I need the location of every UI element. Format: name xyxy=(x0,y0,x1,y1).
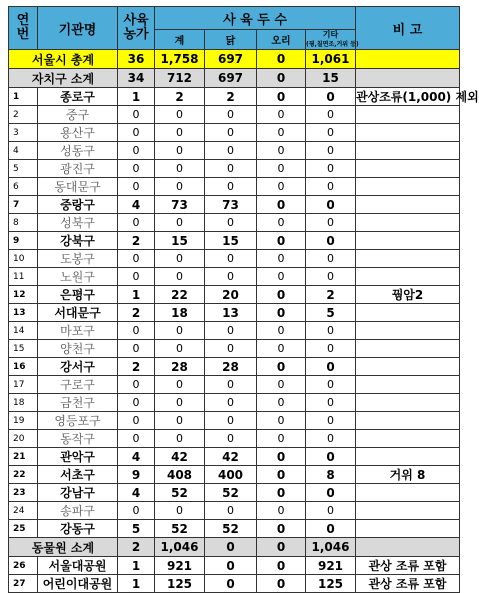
row-chicken: 0 xyxy=(205,322,257,340)
row-name: 성북구 xyxy=(38,214,118,232)
row-note xyxy=(356,196,460,214)
row-no: 4 xyxy=(9,142,38,160)
row-farms: 0 xyxy=(118,394,155,412)
row-name: 동대문구 xyxy=(38,178,118,196)
row-chicken: 2 xyxy=(205,88,257,106)
row-farms: 1 xyxy=(118,88,155,106)
row-no: 21 xyxy=(9,448,38,466)
row-no: 1 xyxy=(9,88,38,106)
row-etc: 0 xyxy=(306,160,356,178)
header-duck: 오리 xyxy=(257,30,306,50)
row-duck: 0 xyxy=(257,142,306,160)
row-etc: 0 xyxy=(306,430,356,448)
table-row xyxy=(9,214,460,232)
row-chicken: 0 xyxy=(205,557,257,575)
table-row xyxy=(9,304,460,322)
row-total: 0 xyxy=(155,124,205,142)
row-no: 26 xyxy=(9,557,38,575)
row-no: 24 xyxy=(9,502,38,520)
row-duck: 0 xyxy=(257,69,306,88)
row-farms: 1 xyxy=(118,286,155,304)
row-chicken: 13 xyxy=(205,304,257,322)
row-etc: 0 xyxy=(306,250,356,268)
row-note: 관상조류(1,000) 제외 xyxy=(356,88,460,106)
row-farms: 0 xyxy=(118,250,155,268)
row-duck: 0 xyxy=(257,376,306,394)
row-total: 0 xyxy=(155,430,205,448)
table-row xyxy=(9,520,460,538)
row-note xyxy=(356,268,460,286)
table-row xyxy=(9,340,460,358)
row-farms: 0 xyxy=(118,214,155,232)
row-name: 중랑구 xyxy=(38,196,118,214)
row-duck: 0 xyxy=(257,88,306,106)
table-row xyxy=(9,466,460,484)
row-etc: 0 xyxy=(306,448,356,466)
row-etc: 0 xyxy=(306,124,356,142)
row-total: 52 xyxy=(155,520,205,538)
row-duck: 0 xyxy=(257,214,306,232)
row-chicken: 52 xyxy=(205,484,257,502)
header-no xyxy=(9,7,38,50)
table-row xyxy=(9,575,460,593)
row-note xyxy=(356,538,460,557)
row-no: 9 xyxy=(9,232,38,250)
row-no: 13 xyxy=(9,304,38,322)
row-total: 712 xyxy=(155,69,205,88)
header-farm-line1: 사육 xyxy=(123,13,149,28)
table-row xyxy=(9,322,460,340)
row-chicken: 0 xyxy=(205,502,257,520)
row-name: 구로구 xyxy=(38,376,118,394)
table-row xyxy=(9,394,460,412)
row-note xyxy=(356,484,460,502)
header-note: 비 고 xyxy=(356,7,460,50)
row-chicken: 0 xyxy=(205,394,257,412)
row-note xyxy=(356,412,460,430)
row-total: 0 xyxy=(155,250,205,268)
row-no: 16 xyxy=(9,358,38,376)
row-farms: 2 xyxy=(118,538,155,557)
row-total: 0 xyxy=(155,178,205,196)
row-duck: 0 xyxy=(257,196,306,214)
row-farms: 36 xyxy=(118,50,155,69)
row-no: 11 xyxy=(9,268,38,286)
row-chicken: 15 xyxy=(205,232,257,250)
header-etc-label: 기타 xyxy=(322,30,339,39)
row-etc: 0 xyxy=(306,322,356,340)
row-total: 0 xyxy=(155,268,205,286)
row-duck: 0 xyxy=(257,412,306,430)
row-duck: 0 xyxy=(257,484,306,502)
header-total: 계 xyxy=(155,30,205,50)
table-row xyxy=(9,160,460,178)
row-no: 22 xyxy=(9,466,38,484)
row-duck: 0 xyxy=(257,232,306,250)
row-no: 7 xyxy=(9,196,38,214)
row-farms: 1 xyxy=(118,557,155,575)
table-row xyxy=(9,448,460,466)
table-row xyxy=(9,358,460,376)
table-row xyxy=(9,538,460,557)
row-note: 거위 8 xyxy=(356,466,460,484)
row-duck: 0 xyxy=(257,124,306,142)
row-name: 서초구 xyxy=(38,466,118,484)
row-total: 15 xyxy=(155,232,205,250)
row-farms: 34 xyxy=(118,69,155,88)
row-no: 19 xyxy=(9,412,38,430)
row-etc: 5 xyxy=(306,304,356,322)
row-total: 1,758 xyxy=(155,50,205,69)
row-no: 2 xyxy=(9,106,38,124)
row-duck: 0 xyxy=(257,340,306,358)
row-total: 0 xyxy=(155,322,205,340)
row-note xyxy=(356,520,460,538)
row-total: 0 xyxy=(155,142,205,160)
row-chicken: 0 xyxy=(205,376,257,394)
table-row xyxy=(9,69,460,88)
row-etc: 125 xyxy=(306,575,356,593)
row-farms: 0 xyxy=(118,340,155,358)
row-duck: 0 xyxy=(257,358,306,376)
row-duck: 0 xyxy=(257,448,306,466)
row-farms: 4 xyxy=(118,196,155,214)
row-etc: 0 xyxy=(306,520,356,538)
row-name: 강북구 xyxy=(38,232,118,250)
row-farms: 0 xyxy=(118,268,155,286)
row-chicken: 42 xyxy=(205,448,257,466)
row-total: 0 xyxy=(155,160,205,178)
table-row xyxy=(9,50,460,69)
header-etc-sub: (꿩,칠면조,거위 등) xyxy=(306,41,359,48)
row-chicken: 28 xyxy=(205,358,257,376)
row-etc: 8 xyxy=(306,466,356,484)
row-note xyxy=(356,358,460,376)
row-etc: 0 xyxy=(306,88,356,106)
row-total: 0 xyxy=(155,394,205,412)
row-note xyxy=(356,50,460,69)
header-etc xyxy=(306,30,359,50)
row-note: 관상 조류 포함 xyxy=(356,557,460,575)
row-duck: 0 xyxy=(257,394,306,412)
row-total: 921 xyxy=(155,557,205,575)
row-name: 종로구 xyxy=(38,88,118,106)
row-etc: 0 xyxy=(306,412,356,430)
row-etc: 0 xyxy=(306,214,356,232)
row-total: 0 xyxy=(155,412,205,430)
row-farms: 0 xyxy=(118,502,155,520)
header-chicken: 닭 xyxy=(205,30,257,50)
table-row xyxy=(9,124,460,142)
row-name: 자치구 소계 xyxy=(9,69,118,88)
row-note: 꿩암2 xyxy=(356,286,460,304)
row-total: 28 xyxy=(155,358,205,376)
row-chicken: 697 xyxy=(205,69,257,88)
row-etc: 921 xyxy=(306,557,356,575)
row-note xyxy=(356,448,460,466)
row-no: 14 xyxy=(9,322,38,340)
row-duck: 0 xyxy=(257,466,306,484)
row-duck: 0 xyxy=(257,538,306,557)
row-note xyxy=(356,430,460,448)
row-no: 6 xyxy=(9,178,38,196)
row-total: 0 xyxy=(155,376,205,394)
row-no: 25 xyxy=(9,520,38,538)
table-row xyxy=(9,268,460,286)
row-farms: 0 xyxy=(118,106,155,124)
row-note xyxy=(356,394,460,412)
row-note xyxy=(356,178,460,196)
row-duck: 0 xyxy=(257,50,306,69)
row-total: 0 xyxy=(155,214,205,232)
row-duck: 0 xyxy=(257,520,306,538)
row-name: 중구 xyxy=(38,106,118,124)
row-chicken: 52 xyxy=(205,520,257,538)
table-row xyxy=(9,232,460,250)
row-duck: 0 xyxy=(257,304,306,322)
header-org: 기관명 xyxy=(38,7,118,50)
row-duck: 0 xyxy=(257,322,306,340)
row-chicken: 400 xyxy=(205,466,257,484)
row-name: 서울대공원 xyxy=(38,557,118,575)
row-total: 52 xyxy=(155,484,205,502)
row-duck: 0 xyxy=(257,575,306,593)
row-chicken: 0 xyxy=(205,214,257,232)
row-name: 노원구 xyxy=(38,268,118,286)
row-no: 8 xyxy=(9,214,38,232)
row-note xyxy=(356,376,460,394)
row-farms: 0 xyxy=(118,376,155,394)
row-total: 125 xyxy=(155,575,205,593)
row-duck: 0 xyxy=(257,250,306,268)
row-name: 송파구 xyxy=(38,502,118,520)
row-chicken: 0 xyxy=(205,160,257,178)
row-farms: 0 xyxy=(118,160,155,178)
row-chicken: 0 xyxy=(205,124,257,142)
row-total: 0 xyxy=(155,340,205,358)
row-etc: 0 xyxy=(306,358,356,376)
row-no: 27 xyxy=(9,575,38,593)
row-duck: 0 xyxy=(257,268,306,286)
row-name: 어린이대공원 xyxy=(38,575,118,593)
row-name: 동물원 소계 xyxy=(9,538,118,557)
row-name: 성동구 xyxy=(38,142,118,160)
row-name: 강서구 xyxy=(38,358,118,376)
table-row xyxy=(9,88,460,106)
row-etc: 15 xyxy=(306,69,356,88)
table-row xyxy=(9,196,460,214)
row-chicken: 0 xyxy=(205,538,257,557)
row-note xyxy=(356,340,460,358)
header-no-line2: 번 xyxy=(16,27,30,42)
row-farms: 0 xyxy=(118,322,155,340)
row-no: 3 xyxy=(9,124,38,142)
row-note xyxy=(356,160,460,178)
row-chicken: 0 xyxy=(205,340,257,358)
row-note xyxy=(356,232,460,250)
row-etc: 0 xyxy=(306,502,356,520)
row-chicken: 0 xyxy=(205,430,257,448)
row-name: 금천구 xyxy=(38,394,118,412)
row-etc: 0 xyxy=(306,484,356,502)
row-name: 강동구 xyxy=(38,520,118,538)
header-farm-count xyxy=(118,7,155,50)
row-no: 23 xyxy=(9,484,38,502)
row-no: 5 xyxy=(9,160,38,178)
row-farms: 2 xyxy=(118,358,155,376)
row-total: 1,046 xyxy=(155,538,205,557)
row-chicken: 0 xyxy=(205,268,257,286)
row-farms: 0 xyxy=(118,142,155,160)
row-etc: 1,061 xyxy=(306,50,356,69)
poultry-farm-table xyxy=(8,6,479,593)
row-note xyxy=(356,322,460,340)
row-name: 강남구 xyxy=(38,484,118,502)
row-duck: 0 xyxy=(257,106,306,124)
row-etc: 0 xyxy=(306,394,356,412)
row-total: 2 xyxy=(155,88,205,106)
header-no-line1: 연 xyxy=(16,13,30,28)
row-total: 73 xyxy=(155,196,205,214)
row-name: 동작구 xyxy=(38,430,118,448)
row-name: 서대문구 xyxy=(38,304,118,322)
row-total: 22 xyxy=(155,286,205,304)
row-farms: 9 xyxy=(118,466,155,484)
table-row xyxy=(9,557,460,575)
table-row xyxy=(9,250,460,268)
row-duck: 0 xyxy=(257,430,306,448)
table-row xyxy=(9,484,460,502)
row-note xyxy=(356,106,460,124)
row-farms: 2 xyxy=(118,304,155,322)
table-row xyxy=(9,430,460,448)
row-name: 서울시 총계 xyxy=(9,50,118,69)
row-no: 18 xyxy=(9,394,38,412)
table-row xyxy=(9,178,460,196)
table-row xyxy=(9,106,460,124)
row-etc: 0 xyxy=(306,106,356,124)
row-no: 12 xyxy=(9,286,38,304)
row-note xyxy=(356,69,460,88)
table-body xyxy=(9,50,479,593)
row-chicken: 0 xyxy=(205,106,257,124)
table-row xyxy=(9,502,460,520)
row-farms: 0 xyxy=(118,124,155,142)
row-name: 영등포구 xyxy=(38,412,118,430)
row-total: 42 xyxy=(155,448,205,466)
row-etc: 1,046 xyxy=(306,538,356,557)
row-total: 18 xyxy=(155,304,205,322)
row-no: 10 xyxy=(9,250,38,268)
row-name: 도봉구 xyxy=(38,250,118,268)
row-farms: 0 xyxy=(118,430,155,448)
row-chicken: 697 xyxy=(205,50,257,69)
row-name: 관악구 xyxy=(38,448,118,466)
row-etc: 0 xyxy=(306,232,356,250)
table-row xyxy=(9,412,460,430)
row-duck: 0 xyxy=(257,557,306,575)
row-farms: 1 xyxy=(118,575,155,593)
row-name: 용산구 xyxy=(38,124,118,142)
row-duck: 0 xyxy=(257,502,306,520)
row-note xyxy=(356,304,460,322)
row-chicken: 20 xyxy=(205,286,257,304)
row-etc: 0 xyxy=(306,178,356,196)
row-etc: 0 xyxy=(306,196,356,214)
row-farms: 4 xyxy=(118,484,155,502)
row-etc: 0 xyxy=(306,142,356,160)
row-note xyxy=(356,250,460,268)
row-chicken: 0 xyxy=(205,412,257,430)
header-farm-line2: 농가 xyxy=(123,27,149,42)
row-etc: 0 xyxy=(306,268,356,286)
row-no: 15 xyxy=(9,340,38,358)
row-note xyxy=(356,214,460,232)
row-etc: 2 xyxy=(306,286,356,304)
table-row xyxy=(9,286,460,304)
row-duck: 0 xyxy=(257,178,306,196)
row-note xyxy=(356,124,460,142)
row-name: 광진구 xyxy=(38,160,118,178)
row-farms: 0 xyxy=(118,412,155,430)
row-no: 20 xyxy=(9,430,38,448)
row-farms: 2 xyxy=(118,232,155,250)
row-chicken: 0 xyxy=(205,575,257,593)
row-note: 관상 조류 포함 xyxy=(356,575,460,593)
row-name: 양천구 xyxy=(38,340,118,358)
row-note xyxy=(356,142,460,160)
row-etc: 0 xyxy=(306,376,356,394)
row-chicken: 0 xyxy=(205,250,257,268)
row-duck: 0 xyxy=(257,160,306,178)
row-farms: 5 xyxy=(118,520,155,538)
row-duck: 0 xyxy=(257,286,306,304)
row-name: 은평구 xyxy=(38,286,118,304)
row-chicken: 0 xyxy=(205,178,257,196)
row-note xyxy=(356,502,460,520)
row-total: 0 xyxy=(155,106,205,124)
row-total: 408 xyxy=(155,466,205,484)
row-chicken: 0 xyxy=(205,142,257,160)
row-name: 마포구 xyxy=(38,322,118,340)
row-farms: 0 xyxy=(118,178,155,196)
table-row xyxy=(9,376,460,394)
row-farms: 4 xyxy=(118,448,155,466)
row-no: 17 xyxy=(9,376,38,394)
row-etc: 0 xyxy=(306,340,356,358)
table-row xyxy=(9,142,460,160)
header-heads: 사 육 두 수 xyxy=(155,7,356,30)
row-total: 0 xyxy=(155,502,205,520)
row-chicken: 73 xyxy=(205,196,257,214)
